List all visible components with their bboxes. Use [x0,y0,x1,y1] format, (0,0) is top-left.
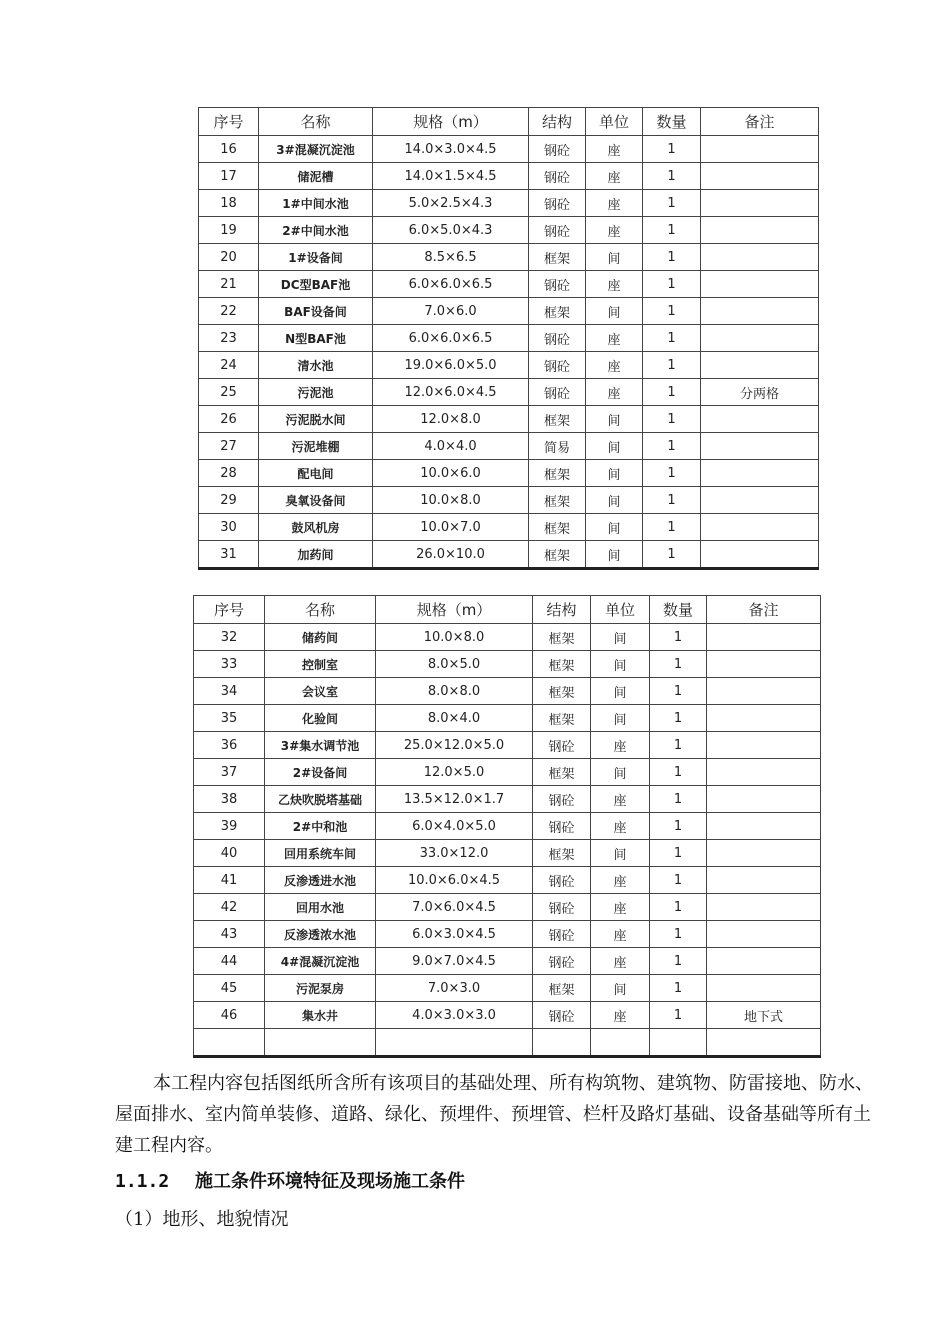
cell-unit: 座 [591,1002,650,1029]
cell-unit: 间 [586,460,643,487]
cell-structure: 钢砼 [529,217,586,244]
cell-structure: 框架 [529,460,586,487]
cell-name: 配电间 [259,460,373,487]
cell-name: 集水井 [265,1002,376,1029]
cell-spec: 6.0×4.0×5.0 [376,813,533,840]
cell-qty: 1 [643,406,701,433]
cell-spec: 10.0×6.0×4.5 [376,867,533,894]
cell-note [707,1029,821,1057]
cell-unit: 座 [586,163,643,190]
cell-spec: 7.0×3.0 [376,975,533,1002]
section-heading [115,1167,465,1193]
cell-note [707,705,821,732]
cell-seq: 22 [199,298,259,325]
cell-name: 污泥堆棚 [259,433,373,460]
table-row [194,975,821,1002]
cell-note [707,948,821,975]
cell-name: DC型BAF池 [259,271,373,298]
cell-note [701,487,819,514]
table-row [199,298,819,325]
cell-structure: 钢砼 [533,948,591,975]
cell-name: 会议室 [265,678,376,705]
table-row [199,460,819,487]
cell-unit: 座 [586,217,643,244]
table-header-row [194,596,821,624]
header-note: 备注 [701,108,819,136]
table-row [199,541,819,569]
cell-structure: 框架 [533,624,591,651]
cell-name: 2#设备间 [265,759,376,786]
cell-unit: 座 [586,190,643,217]
cell-qty: 1 [643,271,701,298]
cell-spec: 8.0×5.0 [376,651,533,678]
cell-seq: 40 [194,840,265,867]
cell-seq: 31 [199,541,259,569]
table-row [199,352,819,379]
cell-spec: 12.0×8.0 [373,406,529,433]
table-row [194,840,821,867]
cell-qty: 1 [643,352,701,379]
cell-name: 清水池 [259,352,373,379]
cell-unit: 间 [591,705,650,732]
cell-spec: 12.0×6.0×4.5 [373,379,529,406]
cell-note [707,624,821,651]
cell-name: 污泥泵房 [265,975,376,1002]
table-row [199,271,819,298]
cell-qty: 1 [650,975,707,1002]
table-row [194,678,821,705]
cell-spec: 10.0×8.0 [373,487,529,514]
cell-spec: 6.0×6.0×6.5 [373,271,529,298]
cell-name: 2#中间水池 [259,217,373,244]
cell-structure: 钢砼 [529,379,586,406]
table-body [194,624,821,1057]
cell-structure: 简易 [529,433,586,460]
cell-spec: 9.0×7.0×4.5 [376,948,533,975]
cell-spec: 4.0×4.0 [373,433,529,460]
cell-seq: 17 [199,163,259,190]
section-number: 1.1.2 [115,1171,170,1192]
cell-name: 反渗透浓水池 [265,921,376,948]
cell-seq: 32 [194,624,265,651]
cell-qty: 1 [650,921,707,948]
cell-unit: 座 [591,894,650,921]
table-row [194,1029,821,1057]
cell-qty: 1 [643,379,701,406]
cell-spec: 6.0×6.0×6.5 [373,325,529,352]
cell-note [701,406,819,433]
cell-seq: 21 [199,271,259,298]
cell-unit: 间 [591,759,650,786]
cell-name: 臭氧设备间 [259,487,373,514]
cell-unit: 间 [591,651,650,678]
cell-structure: 钢砼 [533,867,591,894]
cell-seq: 46 [194,1002,265,1029]
header-spec: 规格（m） [373,108,529,136]
cell-qty: 1 [650,624,707,651]
cell-spec: 8.5×6.5 [373,244,529,271]
cell-unit: 间 [591,624,650,651]
cell-structure: 框架 [533,678,591,705]
cell-seq: 45 [194,975,265,1002]
cell-unit: 座 [591,786,650,813]
cell-structure: 框架 [533,759,591,786]
table-row [199,163,819,190]
cell-structure: 钢砼 [533,786,591,813]
cell-note [701,298,819,325]
cell-note [701,352,819,379]
cell-qty: 1 [643,298,701,325]
table-row [199,406,819,433]
cell-seq: 30 [199,514,259,541]
header-qty: 数量 [650,596,707,624]
header-note: 备注 [707,596,821,624]
cell-unit: 座 [591,948,650,975]
cell-qty: 1 [643,217,701,244]
cell-name: 3#混凝沉淀池 [259,136,373,163]
cell-qty: 1 [650,1002,707,1029]
cell-name: 储药间 [265,624,376,651]
cell-structure: 框架 [533,651,591,678]
cell-name: 1#中间水池 [259,190,373,217]
cell-qty: 1 [650,840,707,867]
cell-spec: 10.0×8.0 [376,624,533,651]
cell-qty: 1 [650,732,707,759]
table-row [194,651,821,678]
cell-note [701,325,819,352]
cell-unit: 座 [591,921,650,948]
cell-seq: 26 [199,406,259,433]
cell-name: 回用系统车间 [265,840,376,867]
header-unit: 单位 [586,108,643,136]
table-row [199,487,819,514]
table-row [199,514,819,541]
table-row [194,921,821,948]
cell-structure: 框架 [529,244,586,271]
cell-seq: 19 [199,217,259,244]
cell-seq: 35 [194,705,265,732]
cell-unit [591,1029,650,1057]
cell-qty: 1 [643,433,701,460]
cell-note [701,541,819,569]
cell-seq: 27 [199,433,259,460]
cell-spec: 25.0×12.0×5.0 [376,732,533,759]
header-name: 名称 [259,108,373,136]
cell-qty: 1 [650,759,707,786]
cell-unit: 座 [586,271,643,298]
cell-structure: 钢砼 [529,163,586,190]
header-qty: 数量 [643,108,701,136]
header-spec: 规格（m） [376,596,533,624]
cell-qty [650,1029,707,1057]
header-seq: 序号 [194,596,265,624]
cell-unit: 间 [586,433,643,460]
cell-note [701,514,819,541]
subsection-heading: （1）地形、地貌情况 [115,1209,289,1230]
table-row [194,813,821,840]
section-title: 施工条件环境特征及现场施工条件 [195,1171,465,1192]
cell-name: 控制室 [265,651,376,678]
cell-unit: 间 [591,975,650,1002]
cell-seq: 24 [199,352,259,379]
cell-seq: 39 [194,813,265,840]
cell-note [701,433,819,460]
table-row [194,705,821,732]
table-row [199,217,819,244]
cell-qty: 1 [650,894,707,921]
cell-name [265,1029,376,1057]
cell-note [707,651,821,678]
cell-name: 鼓风机房 [259,514,373,541]
cell-structure: 框架 [533,975,591,1002]
cell-qty: 1 [643,514,701,541]
cell-seq: 33 [194,651,265,678]
cell-structure [533,1029,591,1057]
cell-seq [194,1029,265,1057]
cell-qty: 1 [643,163,701,190]
structures-table-2 [193,595,821,1058]
cell-note: 分两格 [701,379,819,406]
cell-seq: 38 [194,786,265,813]
cell-qty: 1 [650,948,707,975]
cell-unit: 间 [591,678,650,705]
cell-qty: 1 [643,190,701,217]
cell-structure: 钢砼 [533,1002,591,1029]
cell-qty: 1 [650,705,707,732]
cell-structure: 钢砼 [529,271,586,298]
cell-unit: 间 [586,244,643,271]
cell-note [707,759,821,786]
cell-spec [376,1029,533,1057]
cell-structure: 框架 [529,487,586,514]
cell-seq: 41 [194,867,265,894]
cell-note [707,921,821,948]
cell-qty: 1 [643,460,701,487]
cell-spec: 6.0×5.0×4.3 [373,217,529,244]
cell-note [707,867,821,894]
cell-spec: 14.0×1.5×4.5 [373,163,529,190]
cell-spec: 13.5×12.0×1.7 [376,786,533,813]
cell-spec: 33.0×12.0 [376,840,533,867]
table-row [194,894,821,921]
cell-structure: 钢砼 [533,894,591,921]
cell-structure: 框架 [529,514,586,541]
cell-seq: 23 [199,325,259,352]
cell-unit: 间 [591,840,650,867]
cell-spec: 14.0×3.0×4.5 [373,136,529,163]
table-row [194,624,821,651]
cell-name: 储泥槽 [259,163,373,190]
cell-structure: 钢砼 [533,813,591,840]
cell-seq: 44 [194,948,265,975]
cell-note [701,136,819,163]
cell-note [701,163,819,190]
table-row [199,244,819,271]
cell-seq: 25 [199,379,259,406]
cell-structure: 框架 [533,840,591,867]
cell-name: BAF设备间 [259,298,373,325]
cell-note [701,244,819,271]
scope-paragraph: 本工程内容包括图纸所含所有该项目的基础处理、所有构筑物、建筑物、防雷接地、防水、屋面排水、室内简单装修、道路、绿化、预埋件、预埋管、栏杆及路灯基础、设备基础等所有土建工程内容。 [115,1073,873,1156]
cell-note [701,460,819,487]
cell-name: 3#集水调节池 [265,732,376,759]
cell-spec: 19.0×6.0×5.0 [373,352,529,379]
cell-unit: 座 [591,813,650,840]
structures-table-1 [198,107,819,570]
cell-qty: 1 [650,678,707,705]
table-header-row [199,108,819,136]
cell-structure: 钢砼 [529,136,586,163]
cell-unit: 间 [586,487,643,514]
cell-qty: 1 [650,651,707,678]
cell-structure: 钢砼 [529,325,586,352]
cell-spec: 7.0×6.0 [373,298,529,325]
cell-spec: 12.0×5.0 [376,759,533,786]
cell-spec: 8.0×8.0 [376,678,533,705]
cell-note [707,840,821,867]
cell-unit: 座 [586,136,643,163]
cell-seq: 28 [199,460,259,487]
cell-unit: 间 [586,298,643,325]
cell-unit: 间 [586,514,643,541]
cell-structure: 钢砼 [533,921,591,948]
table-body [199,136,819,569]
cell-qty: 1 [650,786,707,813]
cell-seq: 37 [194,759,265,786]
cell-name: 1#设备间 [259,244,373,271]
cell-spec: 6.0×3.0×4.5 [376,921,533,948]
cell-unit: 座 [586,379,643,406]
cell-name: 反渗透进水池 [265,867,376,894]
cell-spec: 5.0×2.5×4.3 [373,190,529,217]
cell-unit: 座 [586,325,643,352]
cell-qty: 1 [643,136,701,163]
table-row [194,732,821,759]
cell-seq: 29 [199,487,259,514]
cell-structure: 钢砼 [533,732,591,759]
cell-unit: 间 [586,541,643,569]
table-row [199,136,819,163]
cell-structure: 框架 [529,541,586,569]
table-row [199,190,819,217]
cell-note [707,813,821,840]
cell-spec: 8.0×4.0 [376,705,533,732]
cell-name: N型BAF池 [259,325,373,352]
cell-note: 地下式 [707,1002,821,1029]
cell-qty: 1 [650,867,707,894]
cell-qty: 1 [643,487,701,514]
cell-unit: 间 [586,406,643,433]
table-row [194,867,821,894]
table-row [194,759,821,786]
cell-name: 污泥脱水间 [259,406,373,433]
table-row [194,786,821,813]
cell-unit: 座 [591,732,650,759]
cell-seq: 43 [194,921,265,948]
header-seq: 序号 [199,108,259,136]
cell-qty: 1 [650,813,707,840]
cell-note [701,190,819,217]
header-structure: 结构 [529,108,586,136]
table-row [199,379,819,406]
cell-seq: 42 [194,894,265,921]
cell-name: 乙炔吹脱塔基础 [265,786,376,813]
cell-note [707,678,821,705]
header-name: 名称 [265,596,376,624]
header-unit: 单位 [591,596,650,624]
cell-qty: 1 [643,325,701,352]
cell-structure: 框架 [529,298,586,325]
cell-spec: 10.0×7.0 [373,514,529,541]
cell-note [707,786,821,813]
table-row [199,325,819,352]
cell-structure: 框架 [533,705,591,732]
cell-unit: 座 [586,352,643,379]
cell-spec: 4.0×3.0×3.0 [376,1002,533,1029]
cell-unit: 座 [591,867,650,894]
cell-seq: 36 [194,732,265,759]
cell-name: 2#中和池 [265,813,376,840]
cell-qty: 1 [643,244,701,271]
cell-seq: 34 [194,678,265,705]
cell-qty: 1 [643,541,701,569]
cell-note [707,894,821,921]
cell-structure: 框架 [529,406,586,433]
cell-note [707,732,821,759]
cell-structure: 钢砼 [529,190,586,217]
cell-note [707,975,821,1002]
cell-note [701,271,819,298]
cell-seq: 20 [199,244,259,271]
cell-name: 污泥池 [259,379,373,406]
cell-seq: 18 [199,190,259,217]
cell-note [701,217,819,244]
cell-seq: 16 [199,136,259,163]
cell-spec: 7.0×6.0×4.5 [376,894,533,921]
cell-name: 回用水池 [265,894,376,921]
table-row [194,1002,821,1029]
table-row [199,433,819,460]
cell-structure: 钢砼 [529,352,586,379]
table-row [194,948,821,975]
cell-spec: 26.0×10.0 [373,541,529,569]
cell-name: 化验间 [265,705,376,732]
cell-spec: 10.0×6.0 [373,460,529,487]
cell-name: 加药间 [259,541,373,569]
cell-name: 4#混凝沉淀池 [265,948,376,975]
header-structure: 结构 [533,596,591,624]
